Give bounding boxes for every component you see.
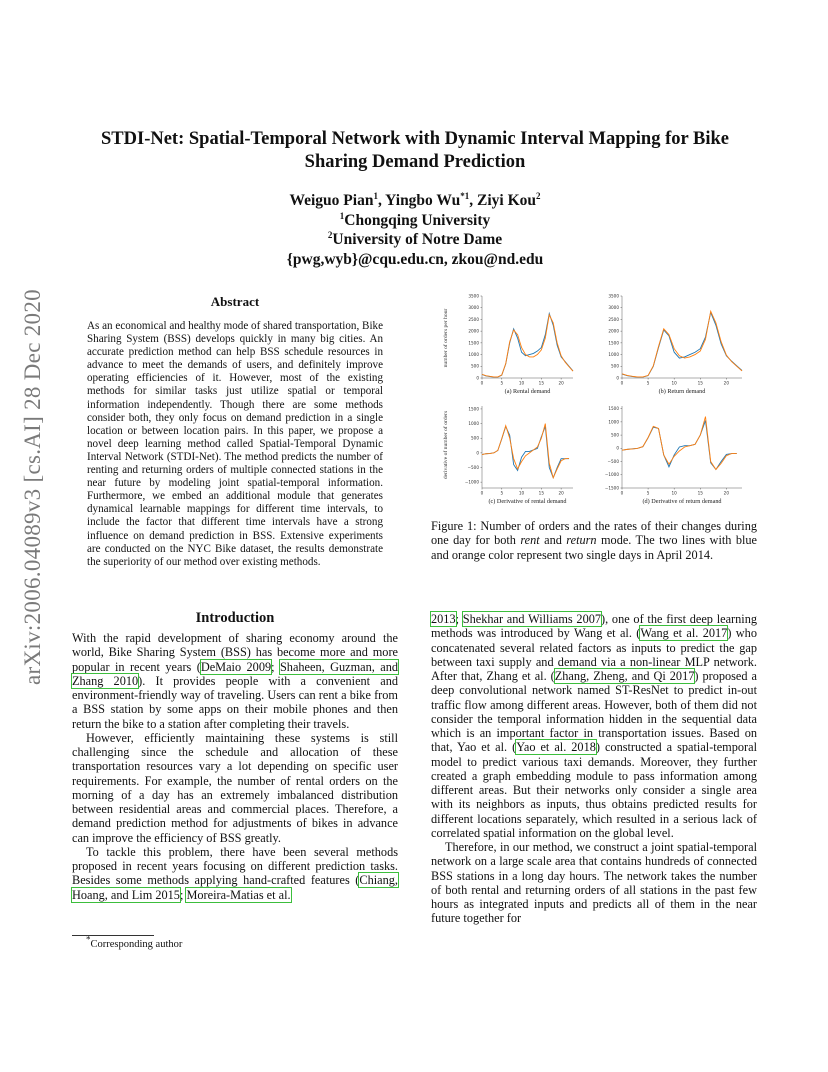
y-tick-label: 0 (476, 450, 479, 456)
series-line-2 (622, 417, 737, 470)
x-tick-label: 0 (480, 490, 484, 496)
x-tick-label: 0 (620, 380, 624, 386)
text-run: ) constructed a spatial-temporal model to predict various taxi demands. Moreover, they further created a graph embedding module to pass information among different areas. But their networks only consider a single area with its neighbors as inputs, thus obtains predicted results for different locations separately, which resulted in a serious lack of correlated spatial information on the global level. (431, 740, 757, 840)
y-tick-label: 2000 (468, 328, 479, 334)
citation-link[interactable]: Wang et al. 2017 (640, 626, 728, 641)
x-tick-label: 10 (671, 380, 677, 386)
y-tick-label: 0 (616, 445, 619, 451)
x-tick-label: 15 (697, 380, 703, 386)
y-tick-label: 3000 (608, 305, 619, 311)
citation-link[interactable]: DeMaio 2009 (200, 659, 272, 674)
author-affiliation-mark: *1 (460, 190, 470, 201)
citation-link[interactable]: Yao et al. 2018 (516, 740, 596, 755)
affiliation (70, 211, 760, 231)
text-run: ) proposed a deep convolutional network named ST-ResNet to predict in-out traffic flow among different areas. However, both of them did not consider the temporal information hidden in the sequential data which is an important factor in transportation issues. Based on that, Yao et al. ( (431, 669, 757, 755)
panel-label: (c) Derivative of rental demand (488, 498, 567, 505)
footnote (86, 934, 183, 950)
y-axis-title: derivative of number of orders (443, 410, 449, 480)
affiliation-name: Chongqing University (344, 211, 491, 229)
abstract-text: As an economical and healthy mode of shared transportation, Bike Sharing System (BSS) develops quickly in many big cities. An accurate prediction method can help BSS schedule resources in advance to meet the demands of users, and definitely improve operating efficiencies of it. However, most of the existing methods for similar tasks just utilize spatial or temporal information independently. Though there are some methods consider both, they only focus on demand prediction in a single location or between location pairs. In this paper, we propose a novel deep learning method called Spatial-Temporal Dynamic Interval Network (STDI-Net). The method predicts the number of renting and returning orders of multiple connected stations in the near future by modeling joint spatial-temporal information. Furthermore, we embed an additional module that generates dynamical learnable mappings for different time intervals, to include the factor that different time intervals have a strong influence on demand prediction in BSS. Extensive experiments are conducted on the NYC Bike dataset, the results demonstrate the superiority of our method over existing methods. (87, 320, 383, 568)
y-tick-label: 0 (616, 375, 619, 381)
figure-caption (431, 519, 757, 562)
left-column-body (72, 631, 398, 902)
text-run: rent (520, 533, 540, 548)
paper-title: STDI-Net: Spatial-Temporal Network with Dynamic Interval Mapping for Bike Sharing Demand Prediction (101, 129, 729, 172)
arxiv-identifier (20, 289, 46, 685)
text-run: ), one of the first deep learning methods was introduced by Wang et al. ( (431, 612, 757, 641)
y-tick-label: −500 (607, 458, 619, 464)
x-tick-label: 20 (723, 490, 730, 496)
author-affiliation-mark: 1 (373, 190, 378, 201)
y-tick-label: 1000 (468, 420, 479, 426)
y-tick-label: 1000 (608, 419, 619, 425)
text-run: return (566, 533, 597, 548)
author-block (70, 191, 760, 269)
x-tick-label: 15 (538, 490, 545, 496)
x-tick-label: 20 (558, 380, 564, 386)
y-tick-label: 0 (476, 375, 479, 381)
x-tick-label: 10 (518, 380, 525, 386)
right-column-body (431, 612, 757, 926)
paragraph: Therefore, in our method, we construct a joint spatial-temporal network on a large scale area that contains hundreds of connected BSS stations in a long day hours. The network takes the number of both rental and returning orders of all stations in the past few hours as integrated inputs and predicts all of them in the near future together for (431, 840, 757, 926)
series-line-1 (622, 312, 742, 377)
y-tick-label: 3000 (468, 305, 479, 311)
citation-link[interactable]: 2013 (431, 612, 456, 626)
author-emails: {pwg,wyb}@cqu.edu.cn, zkou@nd.edu (286, 250, 544, 268)
x-tick-label: 0 (480, 380, 484, 386)
figure-1-plots (432, 290, 758, 512)
x-tick-label: 10 (671, 490, 677, 496)
affiliation-mark: 2 (327, 229, 333, 240)
y-tick-label: −1500 (604, 485, 619, 491)
panel-label: (d) Derivative of return demand (642, 498, 722, 505)
footnote-rule (72, 935, 154, 936)
x-tick-label: 20 (723, 380, 730, 386)
citation-link[interactable]: Chiang, Hoang, and Lim 2015 (72, 873, 398, 902)
citation-link[interactable]: Moreira-Matias et al. (186, 887, 291, 902)
abstract-heading: Abstract (210, 294, 260, 309)
panel-label: (b) Return demand (658, 388, 706, 395)
y-tick-label: −1000 (604, 472, 619, 478)
author-name: Yingbo Wu (385, 192, 461, 209)
y-tick-label: 500 (471, 435, 479, 441)
x-tick-label: 5 (646, 380, 650, 386)
paragraph: However, efficiently maintaining these systems is still challenging since the schedule and allocation of these transportation resources vary a lot depending on specific user requirements. For example, the number of rental orders on the morning of a day has an extremely imbalanced distribution between residential areas and commercial places. Therefore, a demand prediction method for adjustments of bikes in advance can improve the efficiency of BSS greatly. (72, 730, 398, 845)
y-tick-label: −1000 (464, 479, 479, 485)
text-run: To tackle this problem, there have been several methods proposed in recent years focusing on different prediction tasks. Besides some methods applying hand-crafted features ( (72, 844, 398, 888)
y-tick-label: 1500 (468, 340, 479, 346)
y-tick-label: 1500 (468, 406, 479, 412)
x-tick-label: 20 (558, 490, 564, 496)
y-tick-label: 1000 (468, 351, 479, 357)
citation-link[interactable]: Zhang, Zheng, and Qi 2017 (554, 669, 695, 683)
series-line-1 (622, 421, 737, 470)
y-tick-label: 500 (611, 363, 619, 369)
footnote-mark: * (86, 934, 91, 945)
x-tick-label: 15 (538, 380, 545, 386)
x-tick-label: 5 (646, 490, 650, 496)
y-tick-label: 2500 (608, 316, 619, 322)
series-line-1 (482, 314, 573, 377)
paragraph (72, 631, 398, 731)
series-line-2 (482, 315, 573, 377)
footnote-text: Corresponding author (90, 939, 183, 950)
y-axis-title: number of orders per hour (443, 308, 449, 368)
y-tick-label: 500 (611, 432, 619, 438)
x-tick-label: 5 (500, 380, 504, 386)
x-tick-label: 5 (500, 490, 504, 496)
affiliation-name: University of Notre Dame (332, 231, 503, 248)
text-run: ) who concatenated several related factors as inputs to predict the gap between taxi supply and demand via a non-linear MLP network. After that, Zhang et al. ( (431, 626, 757, 683)
citation-link[interactable]: Shekhar and Williams 2007 (462, 612, 602, 626)
text-run: Figure 1: Number of orders and the rates of their changes during one day for both (431, 519, 757, 548)
y-tick-label: 500 (471, 363, 479, 369)
author-name: Weiguo Pian (289, 192, 374, 209)
y-tick-label: 2500 (468, 316, 479, 322)
author-affiliation-mark: 2 (536, 190, 541, 201)
text-run: ; (179, 887, 187, 902)
text-run: With the rapid development of sharing economy around the world, Bike Sharing System (BSS) has become more and more popular in recent years ( (72, 631, 398, 674)
author-line: Weiguo Pian$^1$, Yingbo Wu$^{*1}$, Ziyi Kou$^2$ (289, 190, 541, 209)
y-tick-label: 3500 (608, 293, 619, 299)
arxiv-identifier-text: arXiv:2006.04089v3 [cs.AI] 28 Dec 2020 (20, 289, 45, 685)
author-name: Ziyi Kou (477, 192, 537, 209)
y-tick-label: 1500 (608, 406, 619, 412)
panel-label: (a) Rental demand (504, 388, 551, 395)
y-tick-label: −500 (467, 464, 479, 470)
affiliation-mark: 1 (339, 210, 345, 221)
text-run: mode. The two lines with blue and orange color represent two single days in April 2014. (431, 533, 758, 562)
affiliation (70, 230, 760, 250)
introduction-heading: Introduction (195, 610, 275, 626)
x-tick-label: 10 (518, 490, 525, 496)
y-tick-label: 1000 (608, 351, 619, 357)
figure-1 (432, 290, 758, 512)
series-line-2 (622, 311, 742, 377)
paragraph (72, 845, 398, 902)
text-run: and (539, 533, 567, 548)
y-tick-label: 1500 (608, 340, 619, 346)
text-run: ; (455, 612, 463, 626)
y-tick-label: 2000 (608, 328, 619, 334)
paragraph (431, 612, 757, 840)
x-tick-label: 15 (697, 490, 703, 496)
citation-link[interactable]: Shaheen, Guzman, and Zhang 2010 (72, 659, 398, 688)
text-run: ; (271, 659, 280, 674)
text-run: ). It provides people with a convenient and environment-friendly way of traveling. Users can rent a bike from a BSS station by some apps on their mobile phones and then return the bike to a station after completing their travels. (72, 673, 398, 731)
x-tick-label: 0 (620, 490, 624, 496)
y-tick-label: 3500 (468, 293, 479, 299)
